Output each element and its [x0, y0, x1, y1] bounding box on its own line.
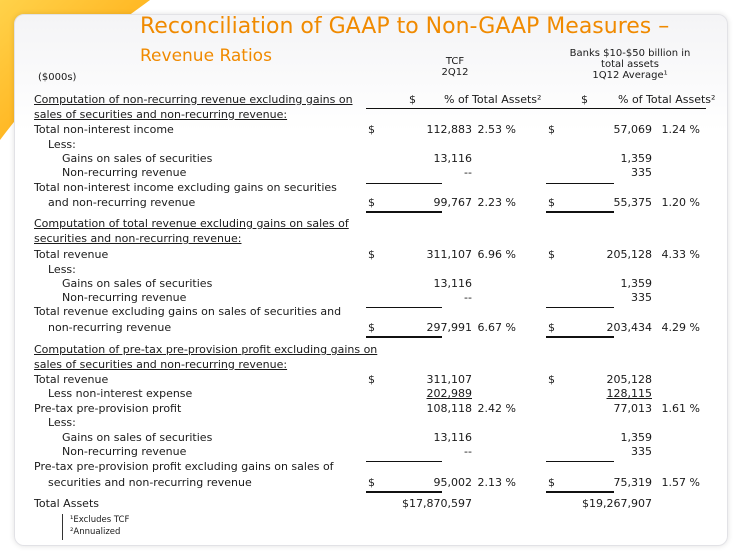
tcf-column-head: [425, 56, 485, 78]
header-rule: [366, 108, 706, 109]
currency-sign: $: [548, 123, 555, 136]
row-label: Non-recurring revenue: [62, 166, 187, 179]
peer-pct: 1.24 %: [661, 123, 700, 136]
peer-value: 335: [631, 445, 652, 458]
section1-heading: [34, 94, 714, 106]
tcf-pct-head: % of Total Assets²: [444, 93, 542, 106]
row-label: securities and non-recurring revenue: [48, 476, 252, 489]
tcf-value: 13,116: [433, 277, 472, 290]
currency-sign: $: [368, 248, 375, 261]
currency-sign: $: [368, 196, 375, 209]
table-row: [34, 182, 714, 194]
tcf-value: 95,002: [433, 476, 472, 489]
row-label: Less:: [48, 138, 76, 151]
table-row: [34, 432, 714, 444]
peer-value: 1,359: [620, 431, 652, 444]
table-row: [34, 322, 714, 334]
peer-value: 1,359: [620, 277, 652, 290]
section2-heading-2: [34, 233, 714, 245]
section2-heading-line2: securities and non-recurring revenue:: [34, 232, 242, 245]
table-row: [34, 446, 714, 458]
section3-heading-line1: Computation of pre-tax pre-provision profit excluding gains on: [34, 343, 378, 356]
tcf-head-name: TCF: [445, 56, 465, 67]
currency-sign: $: [368, 123, 375, 136]
row-label: Total revenue: [34, 248, 109, 261]
peer-value: 335: [631, 166, 652, 179]
table-row: [34, 249, 714, 261]
tcf-pct: 2.53 %: [477, 123, 516, 136]
row-label: Pre-tax pre-provision profit: [34, 402, 182, 415]
row-label: Gains on sales of securities: [62, 152, 213, 165]
peer-value: 1,359: [620, 152, 652, 165]
row-label: Gains on sales of securities: [62, 277, 213, 290]
row-label: non-recurring revenue: [48, 321, 172, 334]
section1-heading-line2: sales of securities and non-recurring revenue:: [34, 108, 288, 121]
tcf-pct: 2.23 %: [477, 196, 516, 209]
section3-heading-line2: sales of securities and non-recurring revenue:: [34, 358, 288, 371]
row-label: Total non-interest income: [34, 123, 174, 136]
section3-heading: [34, 344, 714, 356]
currency-sign: $: [548, 373, 555, 386]
total-assets-row: [34, 498, 714, 510]
row-label: Less non-interest expense: [48, 387, 193, 400]
row-label: Pre-tax pre-provision profit excluding gains on sales of: [34, 460, 334, 473]
row-label: Less:: [48, 263, 76, 276]
tcf-value: 112,883: [426, 123, 472, 136]
tcf-value: 13,116: [433, 152, 472, 165]
row-label: Total non-interest income excluding gains on securities: [34, 181, 337, 194]
banks-head-line2: total assets: [601, 59, 659, 70]
currency-sign: $: [548, 321, 555, 334]
peer-value: 75,319: [613, 476, 652, 489]
peer-pct: 4.33 %: [661, 248, 700, 261]
table-row: [34, 278, 714, 290]
table-row: [34, 461, 714, 473]
table-row: [34, 306, 714, 318]
banks-head-line3: 1Q12 Average¹: [592, 70, 668, 81]
units-label: ($000s): [38, 72, 77, 83]
section1-heading-2: [34, 109, 714, 121]
currency-sign: $: [548, 476, 555, 489]
total-assets-label: Total Assets: [34, 497, 99, 510]
tcf-value: 13,116: [433, 431, 472, 444]
total-rule: [546, 336, 614, 338]
table-row: [34, 153, 714, 165]
total-rule: [366, 336, 442, 338]
table-row: [34, 374, 714, 386]
table-row: [34, 477, 714, 489]
banks-head-line1: Banks $10-$50 billion in: [569, 48, 691, 59]
peer-value: 203,434: [606, 321, 652, 334]
tcf-pct: 2.42 %: [477, 402, 516, 415]
total-rule: [366, 211, 442, 213]
section2-heading: [34, 218, 714, 230]
currency-sign: $: [368, 373, 375, 386]
currency-sign: $: [368, 476, 375, 489]
table-row: [34, 292, 714, 304]
peer-value: 77,013: [613, 402, 652, 415]
row-label: Non-recurring revenue: [62, 445, 187, 458]
table-row: [34, 403, 714, 415]
row-label: Non-recurring revenue: [62, 291, 187, 304]
peer-value: 335: [631, 291, 652, 304]
row-label: Total revenue: [34, 373, 109, 386]
tcf-value: 297,991: [426, 321, 472, 334]
tcf-total-assets: $17,870,597: [402, 497, 472, 510]
footnote-2: ²Annualized: [70, 527, 121, 537]
table-row: [34, 139, 714, 151]
peer-value: 128,115: [606, 387, 652, 400]
peer-value: 205,128: [606, 373, 652, 386]
tcf-value: 311,107: [426, 373, 472, 386]
tcf-value: --: [464, 166, 472, 179]
peer-dollar-head: $: [581, 93, 588, 106]
table-row: [34, 264, 714, 276]
currency-sign: $: [548, 248, 555, 261]
currency-sign: $: [548, 196, 555, 209]
tcf-value: 311,107: [426, 248, 472, 261]
row-label: and non-recurring revenue: [48, 196, 196, 209]
table-row: [34, 167, 714, 179]
table-row: [34, 388, 714, 400]
tcf-value: 99,767: [433, 196, 472, 209]
banks-column-head: [560, 48, 700, 81]
table-row: [34, 124, 714, 136]
tcf-value: 108,118: [426, 402, 472, 415]
peer-value: 55,375: [613, 196, 652, 209]
peer-total-assets: $19,267,907: [582, 497, 652, 510]
tcf-head-period: 2Q12: [441, 67, 469, 78]
total-rule: [546, 491, 614, 493]
tcf-pct: 6.67 %: [477, 321, 516, 334]
currency-sign: $: [368, 321, 375, 334]
peer-pct: 1.20 %: [661, 196, 700, 209]
row-label: Less:: [48, 416, 76, 429]
peer-pct: 1.61 %: [661, 402, 700, 415]
peer-value: 57,069: [613, 123, 652, 136]
total-rule: [546, 211, 614, 213]
footnote-1: ¹Excludes TCF: [70, 515, 130, 525]
page-title: Reconciliation of GAAP to Non-GAAP Measures –: [140, 14, 670, 39]
peer-value: 205,128: [606, 248, 652, 261]
tcf-value: --: [464, 291, 472, 304]
tcf-pct: 2.13 %: [477, 476, 516, 489]
tcf-value: --: [464, 445, 472, 458]
footnote-bar: [62, 514, 63, 540]
table-row: [34, 197, 714, 209]
section2-heading-line1: Computation of total revenue excluding gains on sales of: [34, 217, 349, 230]
row-label: Gains on sales of securities: [62, 431, 213, 444]
peer-pct-head: % of Total Assets²: [618, 93, 716, 106]
tcf-value: 202,989: [426, 387, 472, 400]
section3-heading-2: [34, 359, 714, 371]
row-label: Total revenue excluding gains on sales of securities and: [34, 305, 342, 318]
peer-pct: 1.57 %: [661, 476, 700, 489]
table-row: [34, 417, 714, 429]
total-rule: [366, 491, 442, 493]
tcf-pct: 6.96 %: [477, 248, 516, 261]
page-subtitle: Revenue Ratios: [140, 46, 272, 66]
section1-heading-line1: Computation of non-recurring revenue excluding gains on: [34, 93, 353, 106]
peer-pct: 4.29 %: [661, 321, 700, 334]
tcf-dollar-head: $: [409, 93, 416, 106]
